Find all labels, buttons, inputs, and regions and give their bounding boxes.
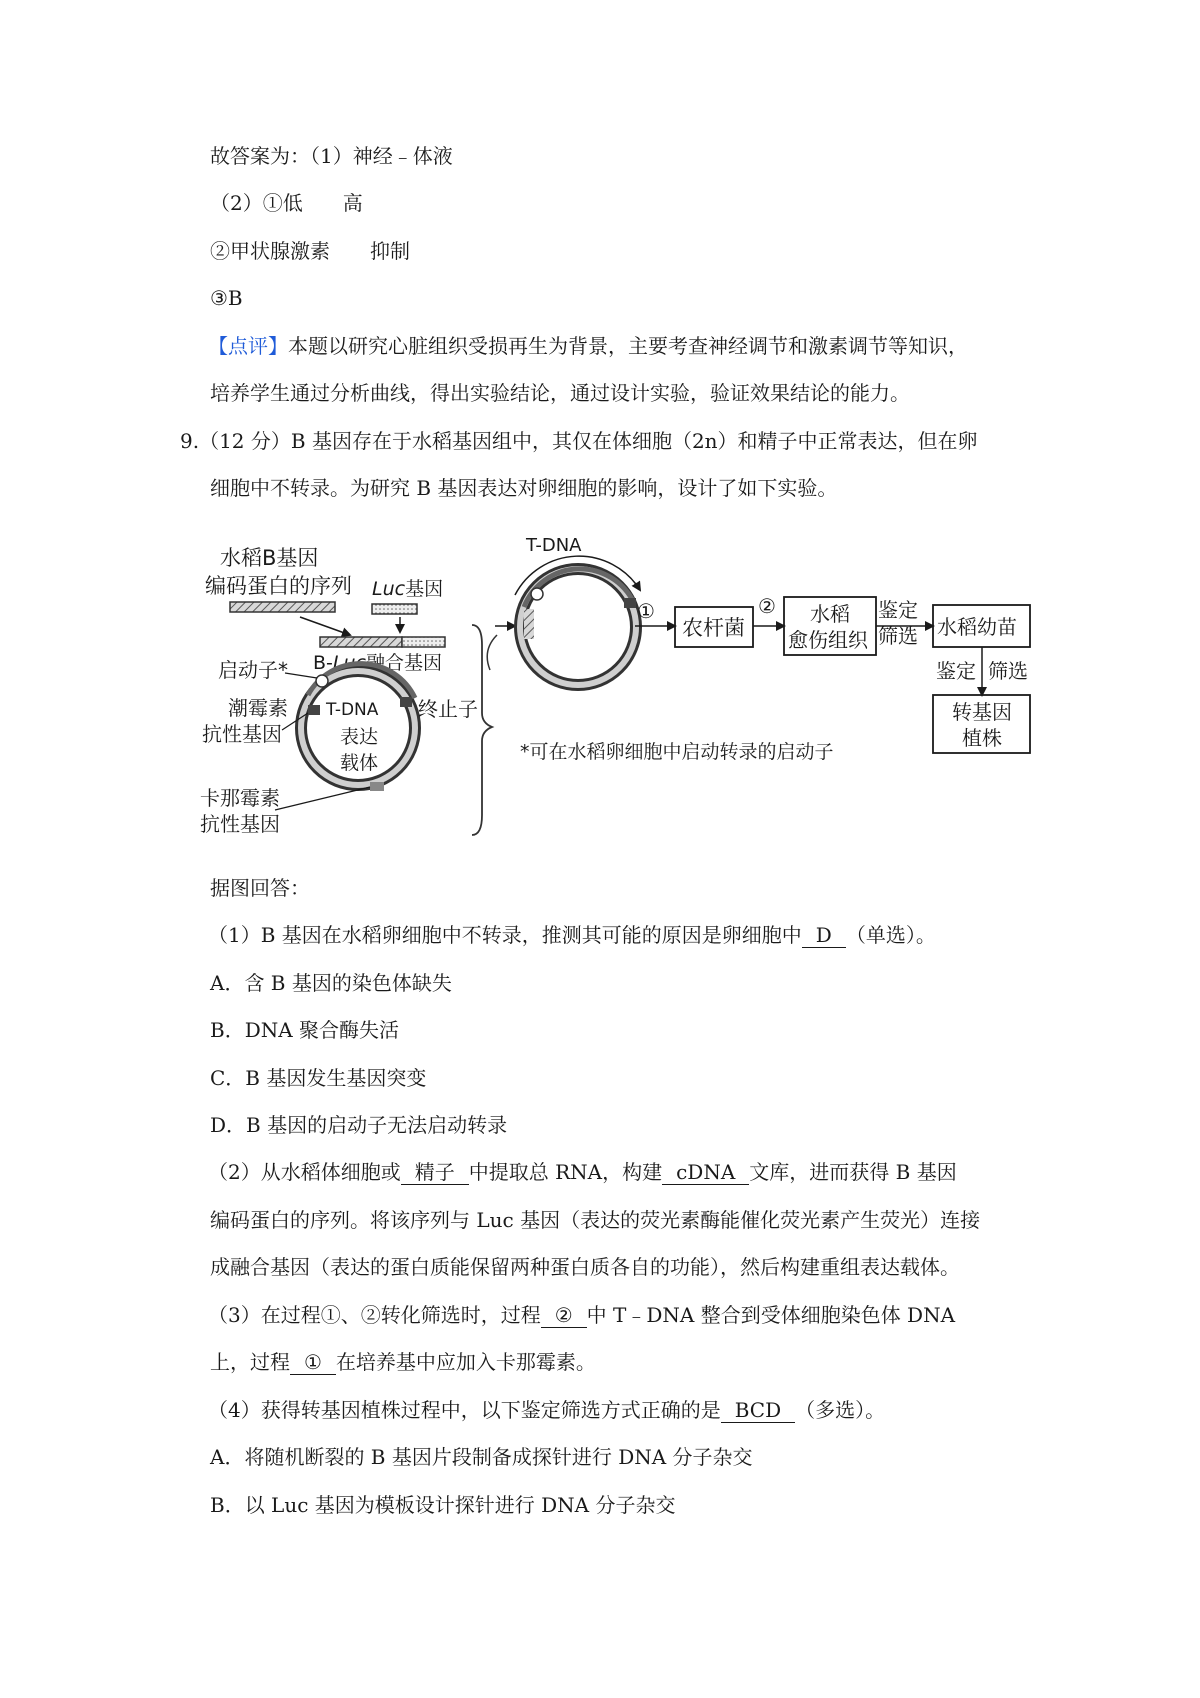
- fusion-b-part: [320, 637, 402, 647]
- recombinant-insert: [524, 609, 534, 639]
- answer-line-4: ③B: [210, 286, 243, 310]
- option-4a: A．将随机断裂的 B 基因片段制备成探针进行 DNA 分子杂交: [210, 1445, 753, 1469]
- kan-label-2: 抗性基因: [200, 812, 280, 836]
- promoter-label: 启动子*: [218, 658, 288, 682]
- footnote: *可在水稻卵细胞中启动转录的启动子: [520, 741, 834, 763]
- kan-leader: [275, 787, 370, 810]
- fusion-luc-part: [402, 637, 445, 647]
- answer-line-3: ②甲状腺激素 抑制: [210, 239, 410, 263]
- sub1-answer: D: [802, 923, 846, 948]
- sub1-line: （1）B 基因在水稻卵细胞中不转录，推测其可能的原因是卵细胞中 D （单选）。: [208, 923, 936, 947]
- screen-v-label-1: 鉴定: [936, 659, 976, 683]
- transgenic-label-1: 转基因: [952, 700, 1012, 724]
- option-1b: B．DNA 聚合酶失活: [210, 1018, 400, 1042]
- sub4-answer: BCD: [721, 1398, 795, 1423]
- step1-label: ①: [637, 599, 655, 623]
- sub4-line: （4）获得转基因植株过程中，以下鉴定筛选方式正确的是 BCD （多选）。: [208, 1398, 886, 1422]
- sub2-answer-1: 精子: [401, 1160, 469, 1185]
- callus-label-1: 水稻: [810, 602, 850, 626]
- option-1c: C．B 基因发生基因突变: [210, 1066, 427, 1090]
- kan-label-1: 卡那霉素: [200, 786, 280, 810]
- question-9-line-1: 9.（12 分）B 基因存在于水稻基因组中，其仅在体细胞（2n）和精子中正常表达，但在卵: [180, 429, 978, 453]
- option-1a: A．含 B 基因的染色体缺失: [210, 971, 452, 995]
- hyg-marker: [308, 705, 320, 715]
- tdna-small-label: T-DNA: [326, 700, 379, 720]
- answer-line-2: （2）①低 高: [210, 191, 363, 215]
- expr-label-1: 表达: [340, 726, 379, 748]
- screen-label-2: 筛选: [878, 624, 918, 648]
- luc-gene-bar: [372, 604, 417, 614]
- option-1d: D．B 基因的启动子无法启动转录: [210, 1113, 508, 1137]
- b-gene-label-1: 水稻B基因: [220, 546, 319, 570]
- transgenic-label-2: 植株: [962, 726, 1002, 750]
- sub2-answer-2: cDNA: [662, 1160, 749, 1185]
- luc-gene-label: Luc基因: [372, 578, 444, 600]
- question-9-line-2: 细胞中不转录。为研究 B 基因表达对卵细胞的影响，设计了如下实验。: [210, 476, 838, 500]
- brace-leader: [487, 635, 497, 670]
- transgene-diagram: [200, 535, 1130, 845]
- agrobacterium-label: 农杆菌: [682, 616, 745, 640]
- sub2-line-3: 成融合基因（表达的蛋白质能保留两种蛋白质各自的功能），然后构建重组表达载体。: [210, 1255, 960, 1279]
- screen-v-label-2: 筛选: [988, 659, 1028, 683]
- terminator-label: 终止子: [418, 697, 478, 721]
- sub3-line-1: （3）在过程①、②转化筛选时，过程 ② 中 T﹣DNA 整合到受体细胞染色体 DNA: [208, 1303, 956, 1327]
- tdna-large-label: T-DNA: [526, 535, 582, 556]
- hyg-label-1: 潮霉素: [228, 696, 288, 720]
- comment-line-1: 【点评】本题以研究心脏组织受损再生为背景，主要考查神经调节和激素调节等知识，: [208, 334, 968, 358]
- sub2-line-2: 编码蛋白的序列。将该序列与 Luc 基因（表达的荧光素酶能催化荧光素产生荧光）连接: [210, 1208, 981, 1232]
- b-gene-label-2: 编码蛋白的序列: [205, 574, 352, 598]
- sub3-answer-2: ①: [290, 1350, 336, 1375]
- answer-line-1: 故答案为：（1）神经﹣体液: [210, 144, 453, 168]
- expr-label-2: 载体: [340, 752, 379, 774]
- intro-text: 据图回答：: [210, 876, 310, 900]
- hyg-label-2: 抗性基因: [202, 722, 282, 746]
- promoter-marker: [316, 675, 328, 687]
- sub3-line-2: 上，过程 ① 在培养基中应加入卡那霉素。: [210, 1350, 596, 1374]
- terminator-marker: [400, 697, 412, 707]
- sub3-answer-1: ②: [541, 1303, 587, 1328]
- recombinant-terminator: [624, 598, 636, 608]
- b-gene-bar: [230, 602, 335, 612]
- screen-label-1: 鉴定: [878, 598, 918, 622]
- fusion-gene-label: B-Luc融合基因: [313, 652, 442, 674]
- kan-marker: [370, 782, 384, 791]
- recombinant-promoter: [531, 588, 543, 600]
- seedling-label: 水稻幼苗: [937, 615, 1017, 639]
- option-4b: B．以 Luc 基因为模板设计探针进行 DNA 分子杂交: [210, 1493, 676, 1517]
- step2-label: ②: [758, 594, 776, 618]
- brace: [472, 625, 492, 835]
- comment-line-2: 培养学生通过分析曲线，得出实验结论，通过设计实验，验证效果结论的能力。: [210, 381, 910, 405]
- comment-tag: 【点评】: [208, 334, 288, 358]
- arrow-b-to-fusion: [300, 617, 350, 635]
- callus-label-2: 愈伤组织: [788, 628, 868, 652]
- sub2-line-1: （2）从水稻体细胞或 精子 中提取总 RNA，构建 cDNA 文库，进而获得 B 基因: [208, 1160, 957, 1184]
